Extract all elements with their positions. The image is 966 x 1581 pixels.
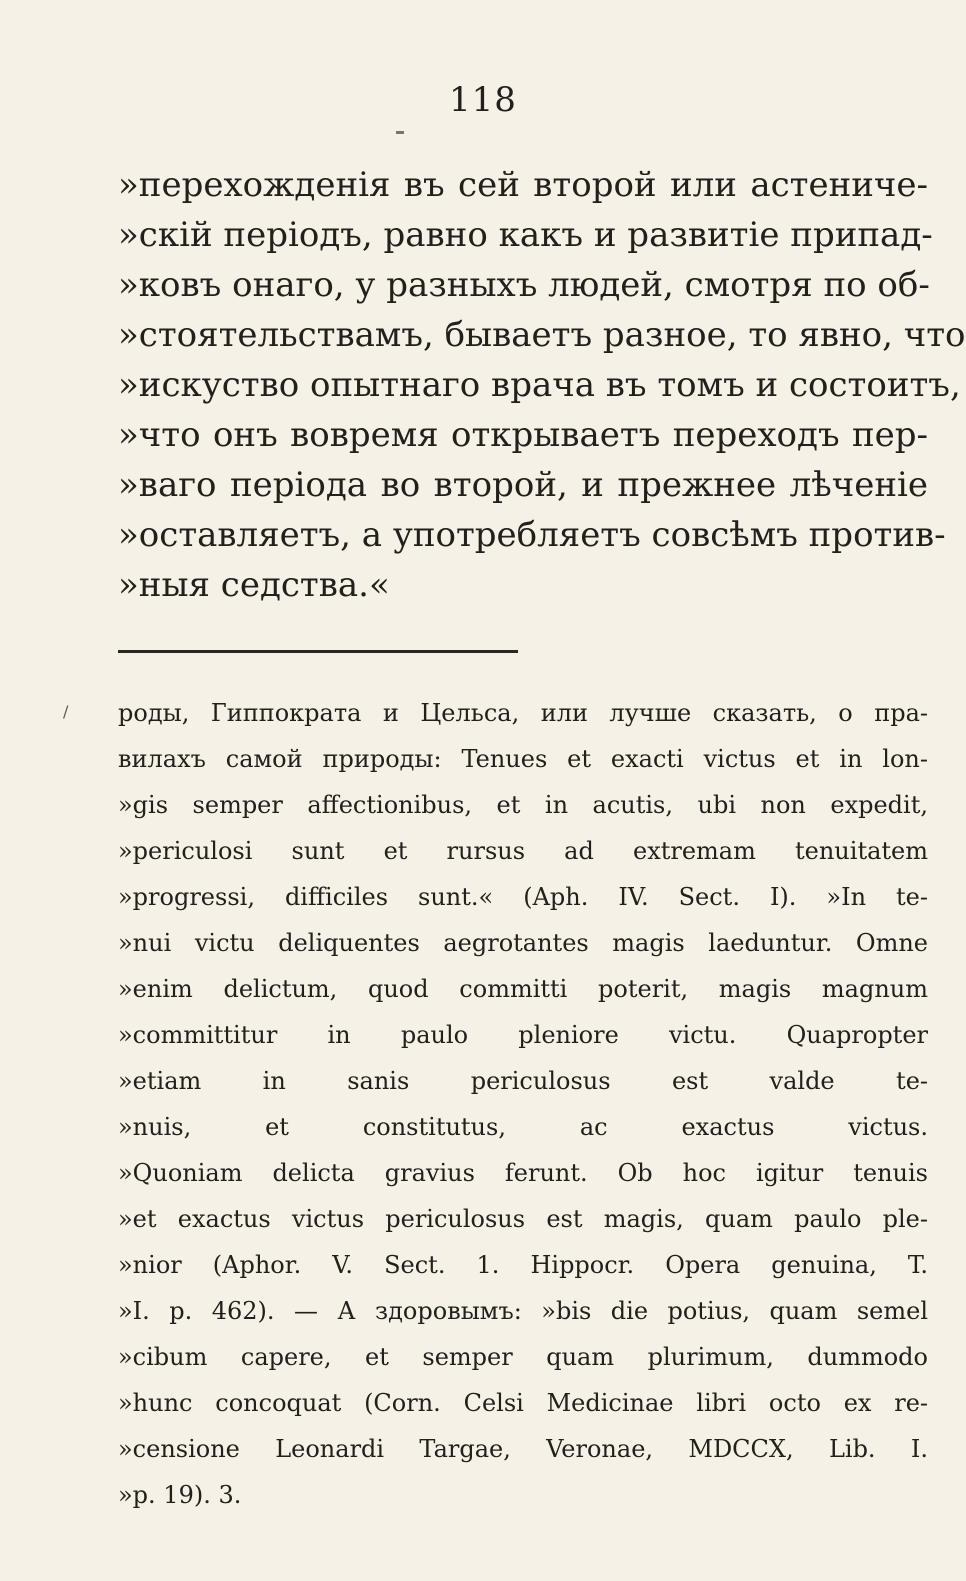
footnote-line: »cibum capere, et semper quam plurimum, dummodo <box>118 1343 928 1371</box>
footnote-line: »gis semper affectionibus, et in acutis, ubi non expedit, <box>118 791 928 819</box>
footnote-line: »periculosi sunt et rursus ad extremam tenuitatem <box>118 837 928 865</box>
footnote-line: »committitur in paulo pleniore victu. Quapropter <box>118 1021 928 1049</box>
footnote-line: »nuis, et constitutus, ac exactus victus. <box>118 1113 928 1141</box>
main-line: »ковъ онаго, у разныхъ людей, смотря по об- <box>118 265 930 305</box>
footnote-line: »Quoniam delicta gravius ferunt. Ob hoc igitur tenuis <box>118 1159 928 1187</box>
main-line: »что онъ вовремя открываетъ переходъ пер- <box>118 415 928 455</box>
footnote-line: »I. p. 462). — А здоровымъ: »bis die potius, quam semel <box>118 1297 928 1325</box>
main-line: »скій періодъ, равно какъ и развитіе припад- <box>118 215 933 255</box>
footnote-line: »p. 19). 3. <box>118 1481 242 1509</box>
main-line: »оставляетъ, а употребляетъ совсѣмъ против- <box>118 515 946 555</box>
main-text <box>118 160 966 610</box>
footnote-line: »et exactus victus periculosus est magis, quam paulo ple- <box>118 1205 928 1233</box>
footnote-mark: / <box>63 702 69 721</box>
main-line: »ваго періода во второй, и прежнее лѣченіе <box>118 465 928 505</box>
footnote-text <box>118 690 928 1518</box>
footnote-line: »nior (Aphor. V. Sect. 1. Hippocr. Opera genuina, T. <box>118 1251 928 1279</box>
main-line: »перехожденія въ сей второй или астениче- <box>118 165 928 205</box>
main-line: »искуство опытнаго врача въ томъ и состоитъ, <box>118 365 961 405</box>
footnote-line: »nui victu deliquentes aegrotantes magis laeduntur. Omne <box>118 929 928 957</box>
footnote-line: роды, Гиппократа и Цельса, или лучше сказать, о пра- <box>118 699 928 727</box>
print-mark <box>396 131 404 134</box>
footnote-line: »etiam in sanis periculosus est valde te- <box>118 1067 928 1095</box>
footnote-line: »enim delictum, quod committi poterit, magis magnum <box>118 975 928 1003</box>
footnote-line: »censione Leonardi Targae, Veronae, MDCCX, Lib. I. <box>118 1435 928 1463</box>
footnote-separator <box>118 650 518 653</box>
footnote-line: »hunc concoquat (Corn. Celsi Medicinae libri octo ex re- <box>118 1389 928 1417</box>
main-line: »стоятельствамъ, бываетъ разное, то явно, что <box>118 315 966 355</box>
footnote-line: »progressi, difficiles sunt.« (Aph. IV. Sect. I). »In te- <box>118 883 928 911</box>
main-line: »ныя седства.« <box>118 565 390 605</box>
footnote-line: вилахъ самой природы: Tenues et exacti victus et in lon- <box>118 745 928 773</box>
page-number: 118 <box>449 80 517 120</box>
